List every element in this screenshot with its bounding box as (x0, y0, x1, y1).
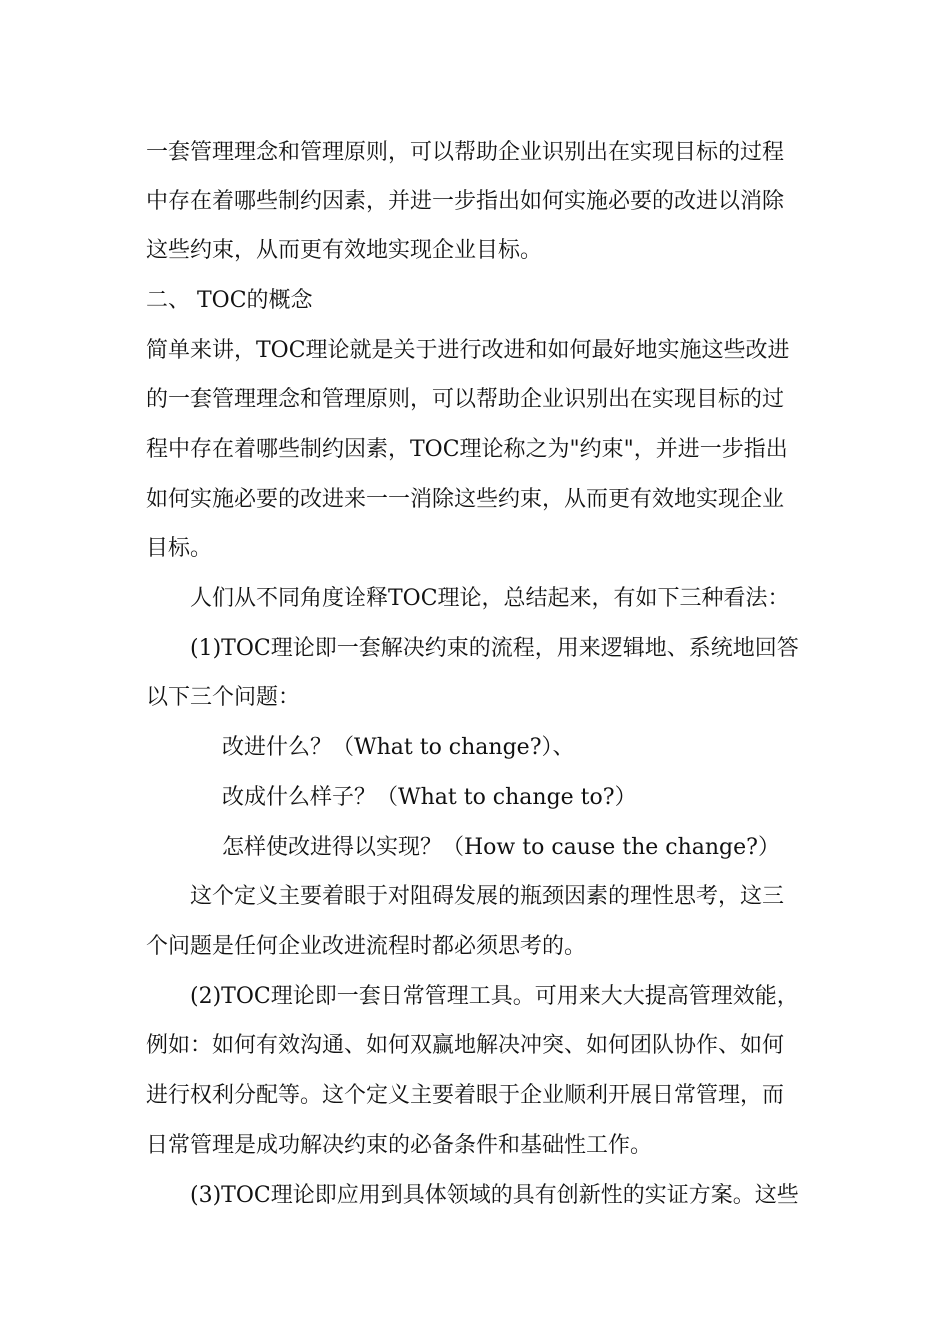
text-line: 程中存在着哪些制约因素，TOC理论称之为"约束"，并进一步指出 (146, 437, 788, 462)
text-line: 一套管理理念和管理原则，可以帮助企业识别出在实现目标的过程 (146, 140, 785, 165)
text-line: 这些约束，从而更有效地实现企业目标。 (146, 238, 543, 263)
text-line: 中存在着哪些制约因素，并进一步指出如何实施必要的改进以消除 (146, 189, 785, 214)
text-line: 的一套管理理念和管理原则，可以帮助企业识别出在实现目标的过 (146, 387, 785, 412)
section-heading: 二、 TOC的概念 (146, 288, 313, 313)
text-line: 进行权利分配等。这个定义主要着眼于企业顺利开展日常管理，而 (146, 1083, 785, 1108)
question-item: 改成什么样子？（What to change to?） (222, 785, 637, 810)
question-item: 怎样使改进得以实现？（How to cause the change?） (222, 835, 780, 860)
text-line: (2)TOC理论即一套日常管理工具。可用来大大提高管理效能， (190, 984, 799, 1009)
text-line: 例如：如何有效沟通、如何双赢地解决冲突、如何团队协作、如何 (146, 1033, 785, 1058)
text-line: 个问题是任何企业改进流程时都必须思考的。 (146, 934, 587, 959)
text-line: 如何实施必要的改进来一一消除这些约束，从而更有效地实现企业 (146, 487, 785, 512)
text-line: 简单来讲，TOC理论就是关于进行改进和如何最好地实施这些改进 (146, 338, 790, 363)
text-line: 以下三个问题： (146, 685, 301, 710)
text-line: (1)TOC理论即一套解决约束的流程，用来逻辑地、系统地回答 (190, 636, 799, 661)
text-line: 日常管理是成功解决约束的必备条件和基础性工作。 (146, 1133, 653, 1158)
question-item: 改进什么？（What to change?）、 (222, 735, 575, 760)
text-line: 人们从不同角度诠释TOC理论，总结起来，有如下三种看法： (190, 586, 790, 611)
text-line: 这个定义主要着眼于对阻碍发展的瓶颈因素的理性思考，这三 (190, 884, 785, 909)
text-line: (3)TOC理论即应用到具体领域的具有创新性的实证方案。这些 (190, 1183, 799, 1208)
text-line: 目标。 (146, 536, 213, 561)
